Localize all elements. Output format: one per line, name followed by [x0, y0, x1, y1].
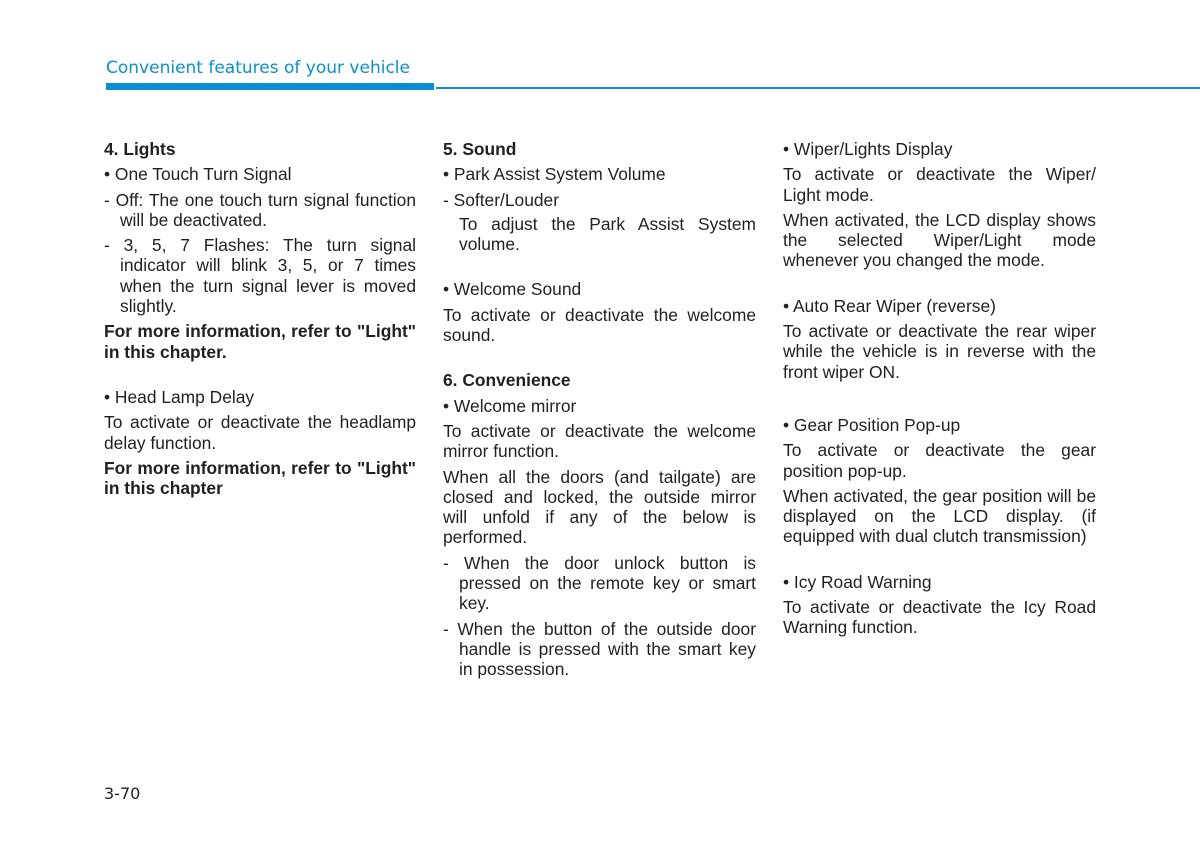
doors-locked-text: When all the doors (and tailgate) are closed and locked, the outside mirror will unfold if any of the below is performed.	[443, 466, 756, 548]
column-lights	[104, 139, 416, 503]
gear-lcd-text: When activated, the gear position will be displayed on the LCD display. (if equipped with dual clutch transmission)	[783, 485, 1096, 547]
more-info-light-1: For more information, refer to "Light" in this chapter.	[104, 321, 416, 362]
welcome-mirror-text: To activate or deactivate the welcome mirror function.	[443, 420, 756, 462]
bullet-one-touch-turn-signal: • One Touch Turn Signal	[104, 164, 292, 185]
bullet-wiper-lights-display: • Wiper/Lights Display	[783, 139, 953, 159]
section-heading-sound: 5. Sound	[443, 139, 517, 159]
bullet-park-assist-volume: • Park Assist System Volume	[443, 164, 666, 185]
item-door-unlock: - When the door unlock button is pressed on the remote key or smart key.	[443, 552, 756, 614]
column-sound-convenience	[443, 139, 756, 685]
bullet-head-lamp-delay: • Head Lamp Delay	[104, 386, 255, 407]
item-softer-louder: - Softer/Louder	[443, 189, 560, 210]
section-heading-lights: 4. Lights	[104, 139, 176, 159]
more-info-light-2: For more information, refer to "Light" in this chapter	[104, 457, 416, 499]
head-lamp-delay-text: To activate or deactivate the headlamp delay function.	[104, 412, 416, 453]
bullet-icy-road-warning: • Icy Road Warning	[783, 571, 932, 592]
rear-wiper-text: To activate or deactivate the rear wiper while the vehicle is in reverse with the front wiper ON.	[783, 321, 1096, 382]
icy-road-text: To activate or deactivate the Icy Road Warning function.	[783, 597, 1096, 638]
wiper-lcd-text: When activated, the LCD display shows the selected Wiper/Light mode whenever you changed the mode.	[783, 209, 1096, 271]
bullet-auto-rear-wiper: • Auto Rear Wiper (reverse)	[783, 295, 996, 316]
item-door-handle: - When the button of the outside door handle is pressed with the smart key in possession.	[443, 618, 756, 680]
header-accent-bar	[106, 83, 434, 90]
welcome-sound-text: To activate or deactivate the welcome sound.	[443, 304, 756, 346]
bullet-welcome-sound: • Welcome Sound	[443, 279, 582, 300]
section-heading-convenience: 6. Convenience	[443, 370, 571, 391]
item-flashes: - 3, 5, 7 Flashes: The turn signal indicator will blink 3, 5, or 7 times when the turn signal lever is moved slightly.	[104, 235, 416, 317]
softer-louder-text: To adjust the Park Assist System volume.	[459, 213, 756, 255]
gear-popup-text: To activate or deactivate the gear position pop-up.	[783, 440, 1096, 481]
column-display-options	[783, 139, 1096, 643]
bullet-welcome-mirror: • Welcome mirror	[443, 395, 577, 416]
page-number: 3-70	[104, 784, 141, 803]
item-off: - Off: The one touch turn signal function will be deactivated.	[104, 189, 416, 230]
header-rule	[436, 87, 1200, 89]
wiper-lights-text: To activate or deactivate the Wiper/ Light mode.	[783, 164, 1096, 205]
header-title: Convenient features of your vehicle	[106, 58, 410, 78]
bullet-gear-position-popup: • Gear Position Pop-up	[783, 414, 961, 435]
